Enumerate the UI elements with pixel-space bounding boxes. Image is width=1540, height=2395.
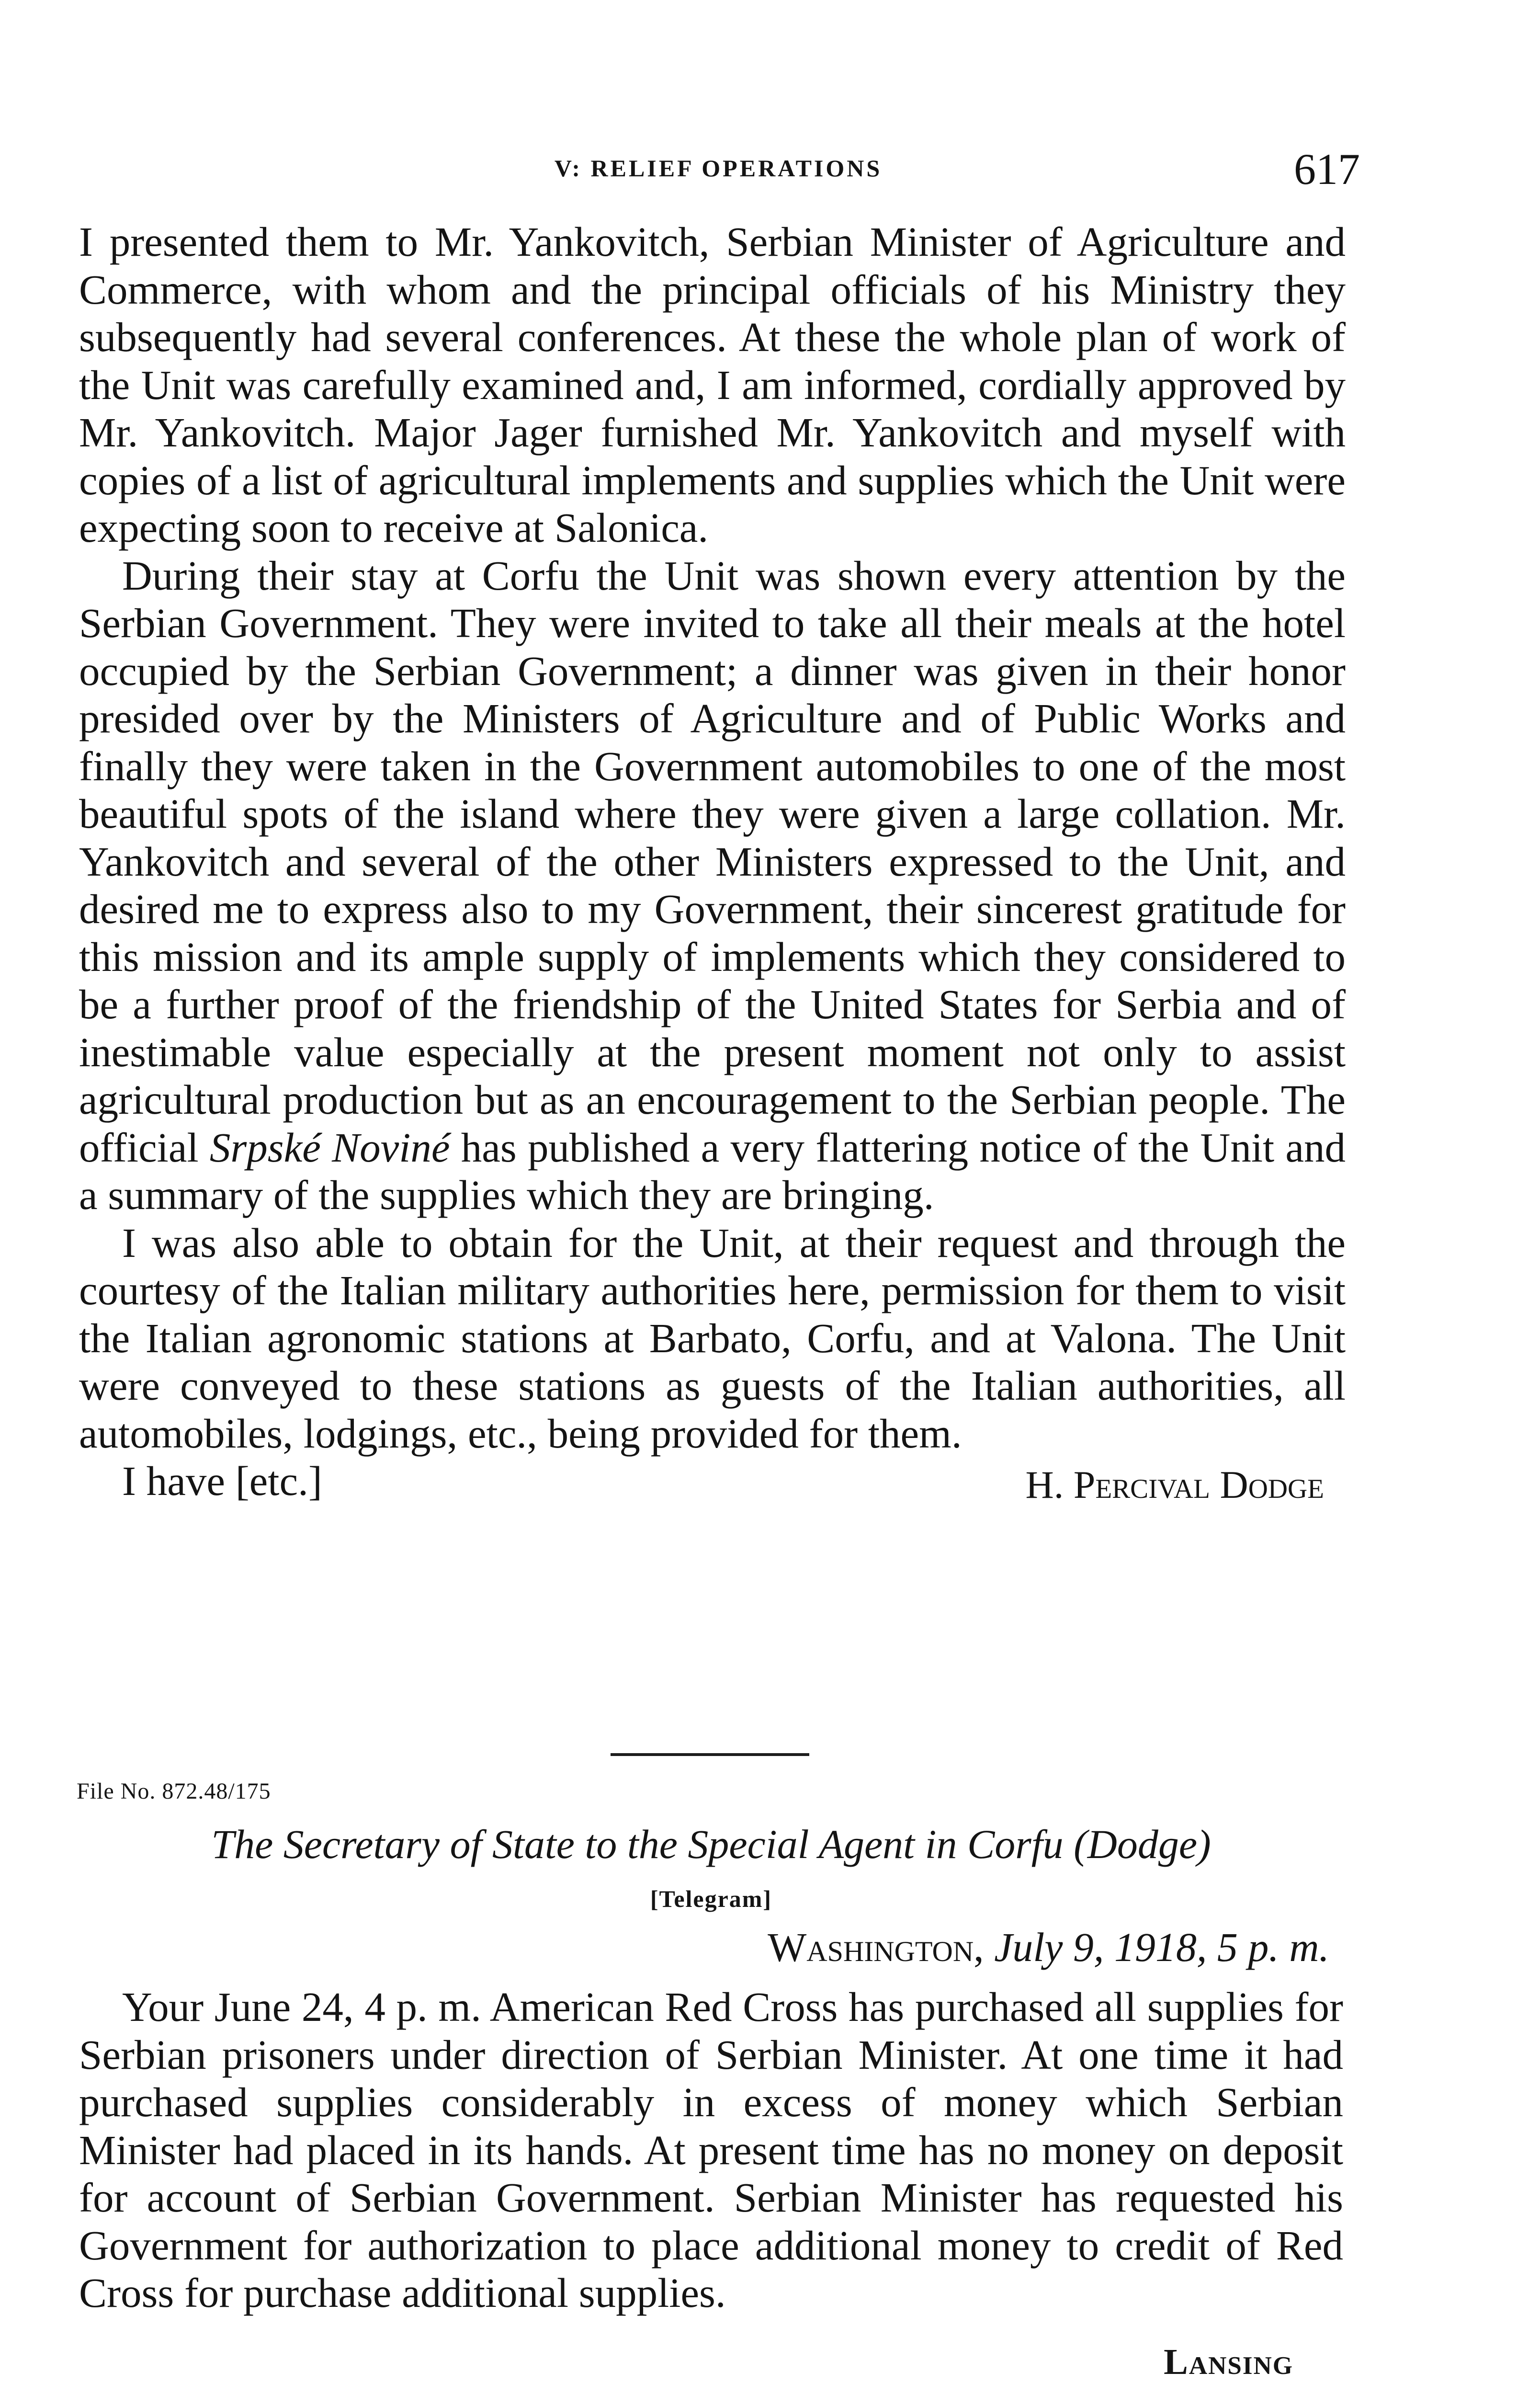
newspaper-name: Srpské Noviné	[209, 1124, 450, 1171]
telegram-body	[79, 1983, 1343, 2317]
page-header	[77, 144, 1360, 196]
letter-body	[79, 218, 1346, 1505]
dateline-place: Washington,	[768, 1924, 984, 1970]
page-number: 617	[1294, 145, 1360, 194]
running-head: V: RELIEF OPERATIONS	[554, 155, 883, 182]
document-title: The Secretary of State to the Special Agent in Corfu (Dodge)	[211, 1821, 1211, 1867]
dateline-date: July 9, 1918, 5 p. m.	[994, 1924, 1329, 1970]
document-type-label: [Telegram]	[650, 1885, 772, 1912]
paragraph-1: I presented them to Mr. Yankovitch, Serbian Minister of Agriculture and Commerce, with whom and the principal officials of his Ministry they subsequently had several conferences. At these the whole plan of work of the Unit was carefully examined and, I am informed, cordially approved by Mr. Yankovitch. Major Jager furnished Mr. Yankovitch and myself with copies of a list of agricultural implements and supplies which the Unit were expecting soon to receive at Salonica.	[79, 218, 1346, 551]
closing-line: I have [etc.]	[122, 1458, 322, 1504]
paragraph-2-text-before: During their stay at Corfu the Unit was shown every attention by the Serbian Government. They were invited to take all their meals at the hotel occupied by the Serbian Government; a dinner was given in their honor presided over by the Ministers of Agriculture and of Public Works and finally they were taken in the Government automobiles to one of the most beautiful spots of the island where they were given a large collation. Mr. Yankovitch and several of the other Ministers expressed to the Unit, and desired me to express also to my Government, their sincerest gratitude for this mission and its ample supply of implements which they considered to be a further proof of the friendship of the United States for Serbia and of inestimable value especially at the present moment not only to assist agricultural production but as an encouragement to the Serbian people. The official	[79, 552, 1346, 1171]
dateline	[768, 1923, 1329, 1971]
telegram-paragraph: Your June 24, 4 p. m. American Red Cross has purchased all supplies for Serbian prisoners under direction of Serbian Minister. At one time it had purchased supplies considerably in excess of money which Serbian Minister had placed in its hands. At present time has no money on deposit for account of Serbian Government. Serbian Minister has requested his Government for authorization to place additional money to credit of Red Cross for purchase additional supplies.	[79, 1984, 1343, 2316]
file-number: File No. 872.48/175	[77, 1779, 271, 1804]
section-divider	[611, 1753, 809, 1756]
signature-lansing: Lansing	[1164, 2342, 1293, 2382]
letter-signoff	[79, 1457, 1346, 1505]
paragraph-2-text-after: has published a very flattering notice of the Unit and a summary of the supplies which they are bringing.	[79, 1124, 1346, 1218]
paragraph-3: I was also able to obtain for the Unit, at their request and through the courtesy of the Italian military authorities here, permission for them to visit the Italian agronomic stations at Barbato, Corfu, and at Valona. The Unit were conveyed to these stations as guests of the Italian authorities, all automobiles, lodgings, etc., being provided for them.	[79, 1219, 1346, 1457]
paragraph-2	[79, 552, 1346, 1219]
signature-dodge: H. Percival Dodge	[1025, 1463, 1324, 1506]
